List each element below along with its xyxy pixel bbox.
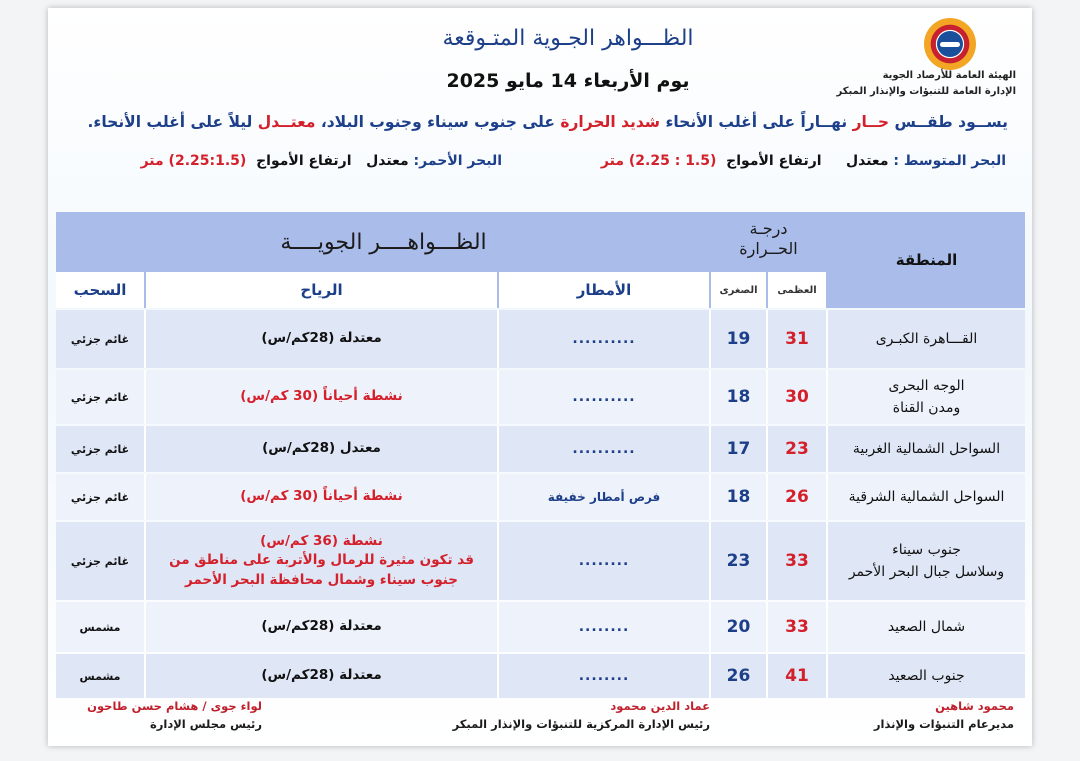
region-cell: شمال الصعيد: [887, 618, 966, 635]
wind-cell: معتدل (28كم/س): [262, 440, 381, 457]
region-cell: جنوب سيناء وسلاسل جبال البحر الأحمر: [848, 541, 1005, 580]
table-row: [56, 602, 1025, 652]
min-temp-cell: 18: [726, 387, 751, 407]
mediterranean-sea-state: البحر المتوسط : معتدل ارتفاع الأمواج (1.5 : 2.25) متر: [600, 153, 1006, 169]
region-header: المنطقة: [895, 251, 958, 269]
clouds-cell: غائم جزئي: [70, 332, 130, 346]
wind-cell: نشطة أحياناً (30 كم/س): [240, 488, 403, 505]
region-cell: القـــاهرة الكبـرى: [875, 330, 978, 347]
forecast-table: [56, 212, 1025, 692]
table-row: [56, 474, 1025, 520]
clouds-header: السحب: [56, 272, 144, 308]
region-cell: السواحل الشمالية الغربية: [852, 440, 1001, 457]
rain-cell: فرص أمطار خفيفة: [547, 490, 661, 504]
phenomena-header: الظـــواهــــر الجويــــة: [280, 229, 487, 255]
min-temp-cell: 26: [726, 666, 751, 686]
wind-cell: نشطة (36 كم/س) قد تكون مثيرة للرمال والأتربة على مناطق من جنوب سيناء وشمال محافظة البحر الأحمر: [169, 532, 474, 588]
rain-cell: ..........: [572, 389, 636, 405]
table-row: [56, 426, 1025, 472]
meteorological-authority-logo-icon: [924, 18, 976, 70]
min-temp-header: الصغرى: [711, 272, 766, 308]
org-name: الهيئة العامة للأرصاد الجوية: [882, 70, 1016, 81]
signature-board-chairman: لواء جوى / هشام حسن طاحون رئيس مجلس الإدارة: [87, 699, 262, 731]
page-title: الظـــواهر الجـوية المتـوقعة: [442, 26, 694, 51]
wind-cell: معتدلة (28كم/س): [261, 618, 382, 635]
max-temp-cell: 41: [785, 666, 809, 686]
rain-cell: ........: [578, 553, 630, 569]
signature-forecast-director: محمود شاهين مديرعام التنبؤات والإنذار: [873, 699, 1014, 731]
rain-header: الأمطار: [499, 272, 709, 308]
forecast-summary: يســود طقــس حــار نهــاراً على أغلب الأنحاء شديد الحرارة على جنوب سيناء وجنوب البلاد، معتــدل ليلاً على أغلب الأنحاء.: [87, 113, 1008, 131]
wind-cell: معتدلة (28كم/س): [261, 667, 382, 684]
rain-cell: ........: [578, 668, 630, 684]
table-row: [56, 522, 1025, 600]
rain-cell: ........: [578, 619, 630, 635]
min-temp-cell: 20: [726, 617, 751, 637]
wind-cell: معتدلة (28كم/س): [261, 330, 382, 347]
signature-central-director: عماد الدين محمود رئيس الإدارة المركزية للتنبؤات والإنذار المبكر: [452, 699, 710, 731]
rain-cell: ..........: [572, 441, 636, 457]
clouds-cell: غائم جزئي: [70, 442, 130, 456]
wind-header: الرياح: [146, 272, 497, 308]
max-temp-cell: 26: [785, 487, 809, 507]
max-temp-cell: 31: [785, 329, 809, 349]
clouds-cell: غائم جزئي: [70, 490, 130, 504]
max-temp-cell: 33: [785, 551, 809, 571]
max-temp-cell: 23: [785, 439, 809, 459]
max-temp-cell: 30: [785, 387, 809, 407]
wind-cell: نشطة أحياناً (30 كم/س): [240, 388, 403, 405]
temperature-header: درجـة الحــرارة: [739, 219, 798, 258]
max-temp-header: العظمى: [768, 272, 826, 308]
clouds-cell: مشمس: [79, 669, 121, 683]
region-cell: السواحل الشمالية الشرقية: [848, 488, 1005, 505]
region-cell: جنوب الصعيد: [888, 667, 965, 684]
table-row: [56, 654, 1025, 698]
table-row: [56, 370, 1025, 424]
forecast-date: يوم الأربعاء 14 مايو 2025: [446, 70, 690, 92]
clouds-cell: غائم جزئي: [70, 390, 130, 404]
min-temp-cell: 23: [726, 551, 751, 571]
clouds-cell: غائم جزئي: [70, 554, 130, 568]
rain-cell: ..........: [572, 331, 636, 347]
org-department: الإدارة العامة للتنبؤات والإنذار المبكر: [836, 86, 1016, 97]
min-temp-cell: 18: [726, 487, 751, 507]
clouds-cell: مشمس: [79, 620, 121, 634]
region-cell: الوجه البحرى ومدن القناة: [888, 377, 965, 416]
min-temp-cell: 17: [726, 439, 751, 459]
table-row: [56, 310, 1025, 368]
min-temp-cell: 19: [726, 329, 751, 349]
forecast-sheet: [48, 8, 1032, 746]
red-sea-state: البحر الأحمر: معتدل ارتفاع الأمواج (2.25:1.5) متر: [140, 153, 502, 169]
max-temp-cell: 33: [785, 617, 809, 637]
